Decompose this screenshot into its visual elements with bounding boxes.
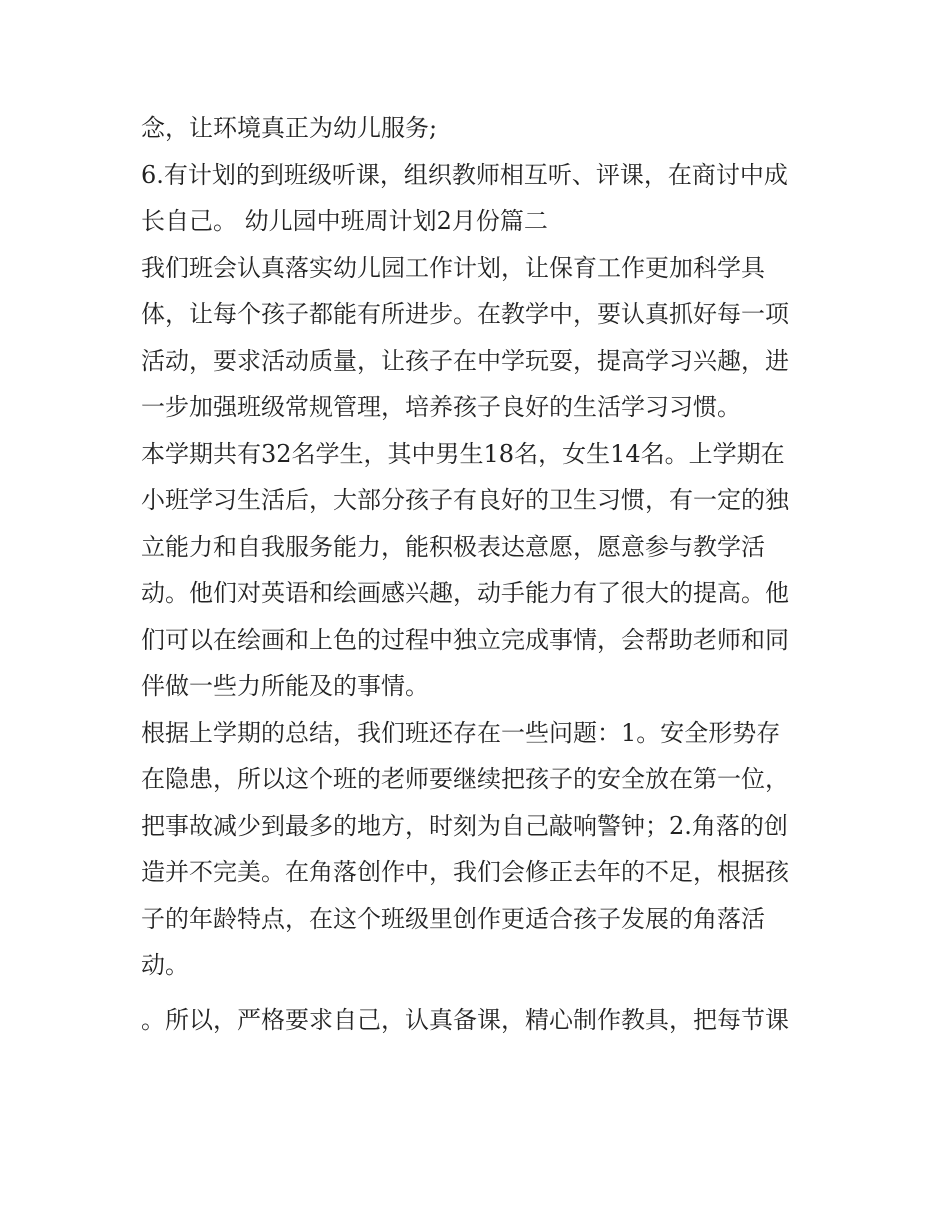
text-line: 体，让每个孩子都能有所进步。在教学中，要认真抓好每一项 xyxy=(141,300,789,328)
paragraph-gap xyxy=(141,989,821,997)
text-line: 在隐患，所以这个班的老师要继续把孩子的安全放在第一位， xyxy=(141,765,789,793)
text-line: 造并不完美。在角落创作中，我们会修正去年的不足，根据孩 xyxy=(141,858,789,886)
text-line: 把事故减少到最多的地方，时刻为自己敲响警钟；2.角落的创 xyxy=(141,811,788,840)
text-line: 本学期共有32名学生，其中男生18名，女生14名。上学期在 xyxy=(141,439,785,468)
body-text xyxy=(141,105,821,1043)
text-line: 们可以在绘画和上色的过程中独立完成事情，会帮助老师和同 xyxy=(141,625,789,654)
text-line: 我们班会认真落实幼儿园工作计划，让保育工作更加科学具 xyxy=(141,253,765,282)
text-line: 伴做一些力所能及的事情。 xyxy=(141,672,429,700)
text-line: 念，让环境真正为幼儿服务; xyxy=(141,114,438,142)
text-line: 动。 xyxy=(141,951,189,979)
text-line: 小班学习生活后，大部分孩子有良好的卫生习惯，有一定的独 xyxy=(141,486,789,514)
text-line: 立能力和自我服务能力，能积极表达意愿，愿意参与教学活 xyxy=(141,532,765,561)
text-line: 6.有计划的到班级听课，组织教师相互听、评课，在商讨中成 xyxy=(141,160,788,189)
text-line: 根据上学期的总结，我们班还存在一些问题：1。安全形势存 xyxy=(141,718,781,747)
text-line: 子的年龄特点，在这个班级里创作更适合孩子发展的角落活 xyxy=(141,904,765,933)
text-line: 一步加强班级常规管理，培养孩子良好的生活学习习惯。 xyxy=(141,393,741,421)
text-line: 长自己。 幼儿园中班周计划2月份篇二 xyxy=(141,207,548,235)
text-line: 活动，要求活动质量，让孩子在中学玩耍，提高学习兴趣，进 xyxy=(141,346,789,375)
text-line: 。所以，严格要求自己，认真备课，精心制作教具，把每节课 xyxy=(141,1005,789,1034)
text-line: 动。他们对英语和绘画感兴趣，动手能力有了很大的提高。他 xyxy=(141,579,789,607)
